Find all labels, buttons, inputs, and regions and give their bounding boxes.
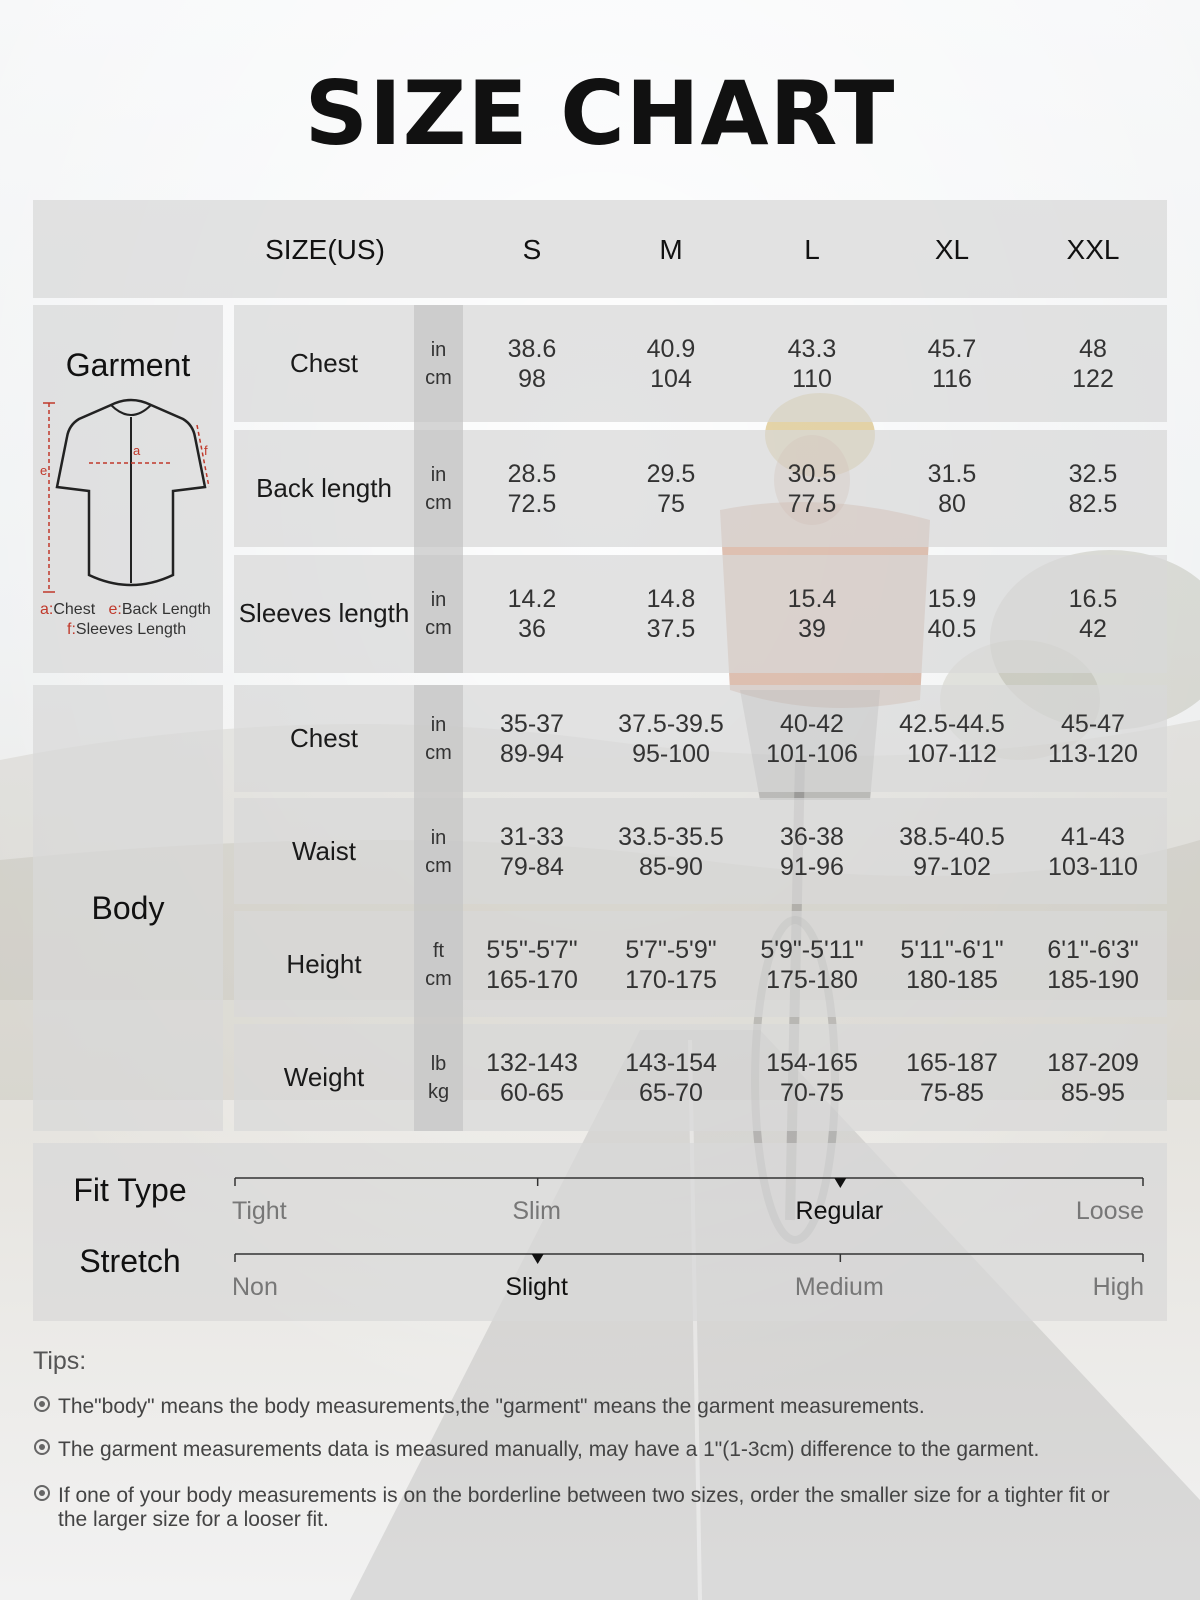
value-primary: 45.7 (927, 334, 977, 363)
value-primary: 30.5 (787, 459, 837, 488)
value-primary: 35-37 (500, 709, 564, 738)
unit-label: in (430, 463, 447, 486)
value-secondary: 85-95 (1061, 1078, 1125, 1107)
scale-line (234, 1251, 1144, 1271)
tip-text: The"body" means the body measurements,the "garment" means the garment measurements. (58, 1395, 925, 1418)
fit-type-scale (234, 1175, 1144, 1235)
measurement-cell (742, 798, 882, 905)
value-primary: 37.5-39.5 (618, 709, 724, 738)
diagram-caption-line2 (67, 621, 186, 639)
garment-section-label: Garment (65, 346, 191, 383)
value-secondary: 175-180 (766, 965, 858, 994)
value-primary: 5'7"-5'9" (625, 935, 717, 964)
size-xl-header: XL (934, 234, 970, 265)
stretch-scale (234, 1251, 1144, 1311)
value-secondary: 72.5 (507, 489, 557, 518)
measurement-cell (742, 911, 882, 1018)
body-row-label: Height (286, 949, 362, 979)
measurement-cell (1023, 911, 1163, 1018)
value-secondary: 180-185 (906, 965, 998, 994)
value-secondary: 95-100 (632, 739, 710, 768)
unit-label: cm (425, 366, 452, 389)
measurement-cell (742, 305, 882, 422)
measurement-cell (601, 911, 741, 1018)
unit-label: cm (425, 741, 452, 764)
tip-item (34, 1484, 1118, 1532)
measurement-cell (601, 1024, 741, 1131)
jersey-diagram-icon (33, 395, 223, 600)
measurement-cell (462, 305, 602, 422)
unit-label: cm (425, 854, 452, 877)
value-primary: 31-33 (500, 822, 564, 851)
diagram-mark-f: f (204, 443, 208, 458)
value-secondary: 75-85 (920, 1078, 984, 1107)
measurement-cell (462, 430, 602, 547)
scale-option-label: Regular (795, 1197, 884, 1225)
value-primary: 38.6 (507, 334, 557, 363)
value-primary: 48 (1079, 334, 1107, 363)
value-secondary: 170-175 (625, 965, 717, 994)
garment-row-label: Chest (290, 348, 358, 378)
value-secondary: 107-112 (907, 739, 997, 768)
stretch-label: Stretch (79, 1242, 181, 1279)
value-secondary: 113-120 (1048, 739, 1138, 768)
value-secondary: 110 (792, 364, 832, 393)
body-row-label: Chest (290, 723, 358, 753)
value-primary: 40-42 (780, 709, 844, 738)
value-primary: 32.5 (1068, 459, 1118, 488)
measurement-cell (601, 305, 741, 422)
measurement-cell (742, 685, 882, 792)
value-primary: 29.5 (646, 459, 696, 488)
measurement-cell (1023, 685, 1163, 792)
unit-label: in (430, 826, 447, 849)
body-row-label: Weight (283, 1062, 365, 1092)
size-s-header: S (522, 234, 542, 265)
value-secondary: 82.5 (1068, 489, 1118, 518)
measurement-cell (882, 911, 1022, 1018)
diagram-mark-a: a (133, 443, 141, 458)
value-secondary: 91-96 (780, 852, 844, 881)
measurement-cell (882, 430, 1022, 547)
unit-pair (414, 430, 463, 547)
unit-label: in (430, 588, 447, 611)
value-secondary: 60-65 (500, 1078, 564, 1107)
value-primary: 6'1"-6'3" (1047, 935, 1139, 964)
measurement-cell (742, 430, 882, 547)
unit-label: in (430, 713, 447, 736)
value-secondary: 104 (650, 364, 692, 393)
value-secondary: 79-84 (500, 852, 564, 881)
value-primary: 16.5 (1068, 584, 1118, 613)
measurement-cell (601, 430, 741, 547)
size-m-header: M (659, 234, 683, 265)
garment-row-label: Back length (256, 473, 392, 503)
scale-option-label: Slight (505, 1273, 568, 1301)
value-primary: 5'11"-6'1" (900, 935, 1004, 964)
value-secondary: 185-190 (1047, 965, 1139, 994)
value-primary: 15.9 (927, 584, 977, 613)
value-secondary: 70-75 (780, 1078, 844, 1107)
caption-key-a: a: (40, 601, 54, 618)
size-l-header: L (804, 234, 820, 265)
value-primary: 5'5"-5'7" (486, 935, 578, 964)
page-title: SIZE CHART (304, 62, 896, 165)
value-secondary: 98 (518, 364, 546, 393)
value-secondary: 36 (518, 614, 546, 643)
measurement-cell (462, 911, 602, 1018)
value-secondary: 42 (1079, 614, 1107, 643)
value-primary: 33.5-35.5 (618, 822, 724, 851)
value-secondary: 101-106 (766, 739, 858, 768)
unit-label: cm (425, 616, 452, 639)
measurement-cell (742, 1024, 882, 1131)
value-primary: 42.5-44.5 (899, 709, 1005, 738)
measurement-cell (462, 1024, 602, 1131)
value-primary: 165-187 (906, 1048, 998, 1077)
caption-key-e: e: (108, 601, 122, 618)
size-xxl-header: XXL (1066, 234, 1120, 265)
caption-text-e: Back Length (121, 601, 211, 618)
value-secondary: 116 (932, 364, 972, 393)
measurement-cell (1023, 305, 1163, 422)
unit-label: ft (432, 939, 445, 962)
value-secondary: 122 (1072, 364, 1114, 393)
value-primary: 15.4 (787, 584, 837, 613)
value-secondary: 97-102 (913, 852, 991, 881)
unit-pair (414, 555, 463, 672)
value-secondary: 39 (798, 614, 826, 643)
value-primary: 14.8 (646, 584, 696, 613)
value-secondary: 75 (657, 489, 685, 518)
measurement-cell (462, 798, 602, 905)
unit-pair (414, 1024, 463, 1131)
measurement-cell (882, 685, 1022, 792)
value-secondary: 37.5 (646, 614, 696, 643)
measurement-cell (1023, 430, 1163, 547)
unit-pair (414, 685, 463, 792)
unit-label: kg (427, 1080, 450, 1103)
scale-option-label: Tight (232, 1197, 287, 1225)
garment-row-label: Sleeves length (238, 598, 410, 628)
value-primary: 38.5-40.5 (899, 822, 1005, 851)
value-primary: 40.9 (646, 334, 696, 363)
body-row-label: Waist (291, 836, 357, 866)
tips-title: Tips: (33, 1347, 87, 1375)
diagram-caption-line1 (40, 601, 211, 619)
scale-option-label: Medium (794, 1273, 884, 1301)
value-primary: 5'9"-5'11" (760, 935, 864, 964)
value-secondary: 65-70 (639, 1078, 703, 1107)
value-secondary: 85-90 (639, 852, 703, 881)
body-section-label: Body (91, 889, 165, 926)
value-primary: 36-38 (780, 822, 844, 851)
caption-key-f: f: (67, 621, 76, 638)
tip-item (34, 1438, 1174, 1462)
value-primary: 41-43 (1061, 822, 1125, 851)
size-us-label: SIZE(US) (265, 234, 385, 265)
measurement-cell (601, 555, 741, 672)
value-primary: 31.5 (927, 459, 977, 488)
caption-text-f: Sleeves Length (75, 621, 187, 638)
measurement-cell (882, 798, 1022, 905)
value-secondary: 77.5 (787, 489, 837, 518)
unit-pair (414, 305, 463, 422)
measurement-cell (462, 685, 602, 792)
scale-marker-icon (532, 1254, 544, 1264)
measurement-cell (462, 555, 602, 672)
unit-pair (414, 911, 463, 1018)
scale-option-label: Loose (1075, 1197, 1144, 1225)
value-primary: 14.2 (507, 584, 557, 613)
value-secondary: 80 (938, 489, 966, 518)
unit-label: lb (430, 1052, 447, 1075)
bullet-icon (34, 1485, 50, 1501)
value-primary: 154-165 (766, 1048, 858, 1077)
value-secondary: 89-94 (500, 739, 564, 768)
tip-text: If one of your body measurements is on the borderline between two sizes, order the smaller size for a tighter fit or the larger size for a looser fit. (58, 1484, 1110, 1531)
value-primary: 132-143 (486, 1048, 578, 1077)
value-primary: 43.3 (787, 334, 837, 363)
value-primary: 187-209 (1047, 1048, 1139, 1077)
measurement-cell (601, 685, 741, 792)
value-primary: 28.5 (507, 459, 557, 488)
measurement-cell (1023, 555, 1163, 672)
caption-text-a: Chest (53, 601, 96, 618)
unit-label: cm (425, 491, 452, 514)
measurement-cell (1023, 1024, 1163, 1131)
tip-text: The garment measurements data is measured manually, may have a 1"(1-3cm) difference to the garment. (58, 1438, 1040, 1461)
unit-pair (414, 798, 463, 905)
value-primary: 143-154 (625, 1048, 717, 1077)
measurement-cell (742, 555, 882, 672)
measurement-cell (882, 305, 1022, 422)
measurement-cell (601, 798, 741, 905)
bullet-icon (34, 1396, 50, 1412)
fit-type-label: Fit Type (73, 1171, 187, 1208)
measurement-cell (882, 1024, 1022, 1131)
value-secondary: 103-110 (1048, 852, 1138, 881)
measurement-cell (882, 555, 1022, 672)
tip-item (34, 1395, 1174, 1419)
scale-line (234, 1175, 1144, 1195)
scale-marker-icon (834, 1178, 846, 1188)
scale-option-label: High (1092, 1273, 1144, 1301)
bullet-icon (34, 1439, 50, 1455)
measurement-cell (1023, 798, 1163, 905)
unit-label: in (430, 338, 447, 361)
value-primary: 45-47 (1061, 709, 1125, 738)
scale-option-label: Non (232, 1273, 278, 1301)
scale-option-label: Slim (512, 1197, 561, 1225)
unit-label: cm (425, 967, 452, 990)
diagram-mark-e: e (40, 463, 48, 478)
value-secondary: 165-170 (486, 965, 578, 994)
value-secondary: 40.5 (927, 614, 977, 643)
